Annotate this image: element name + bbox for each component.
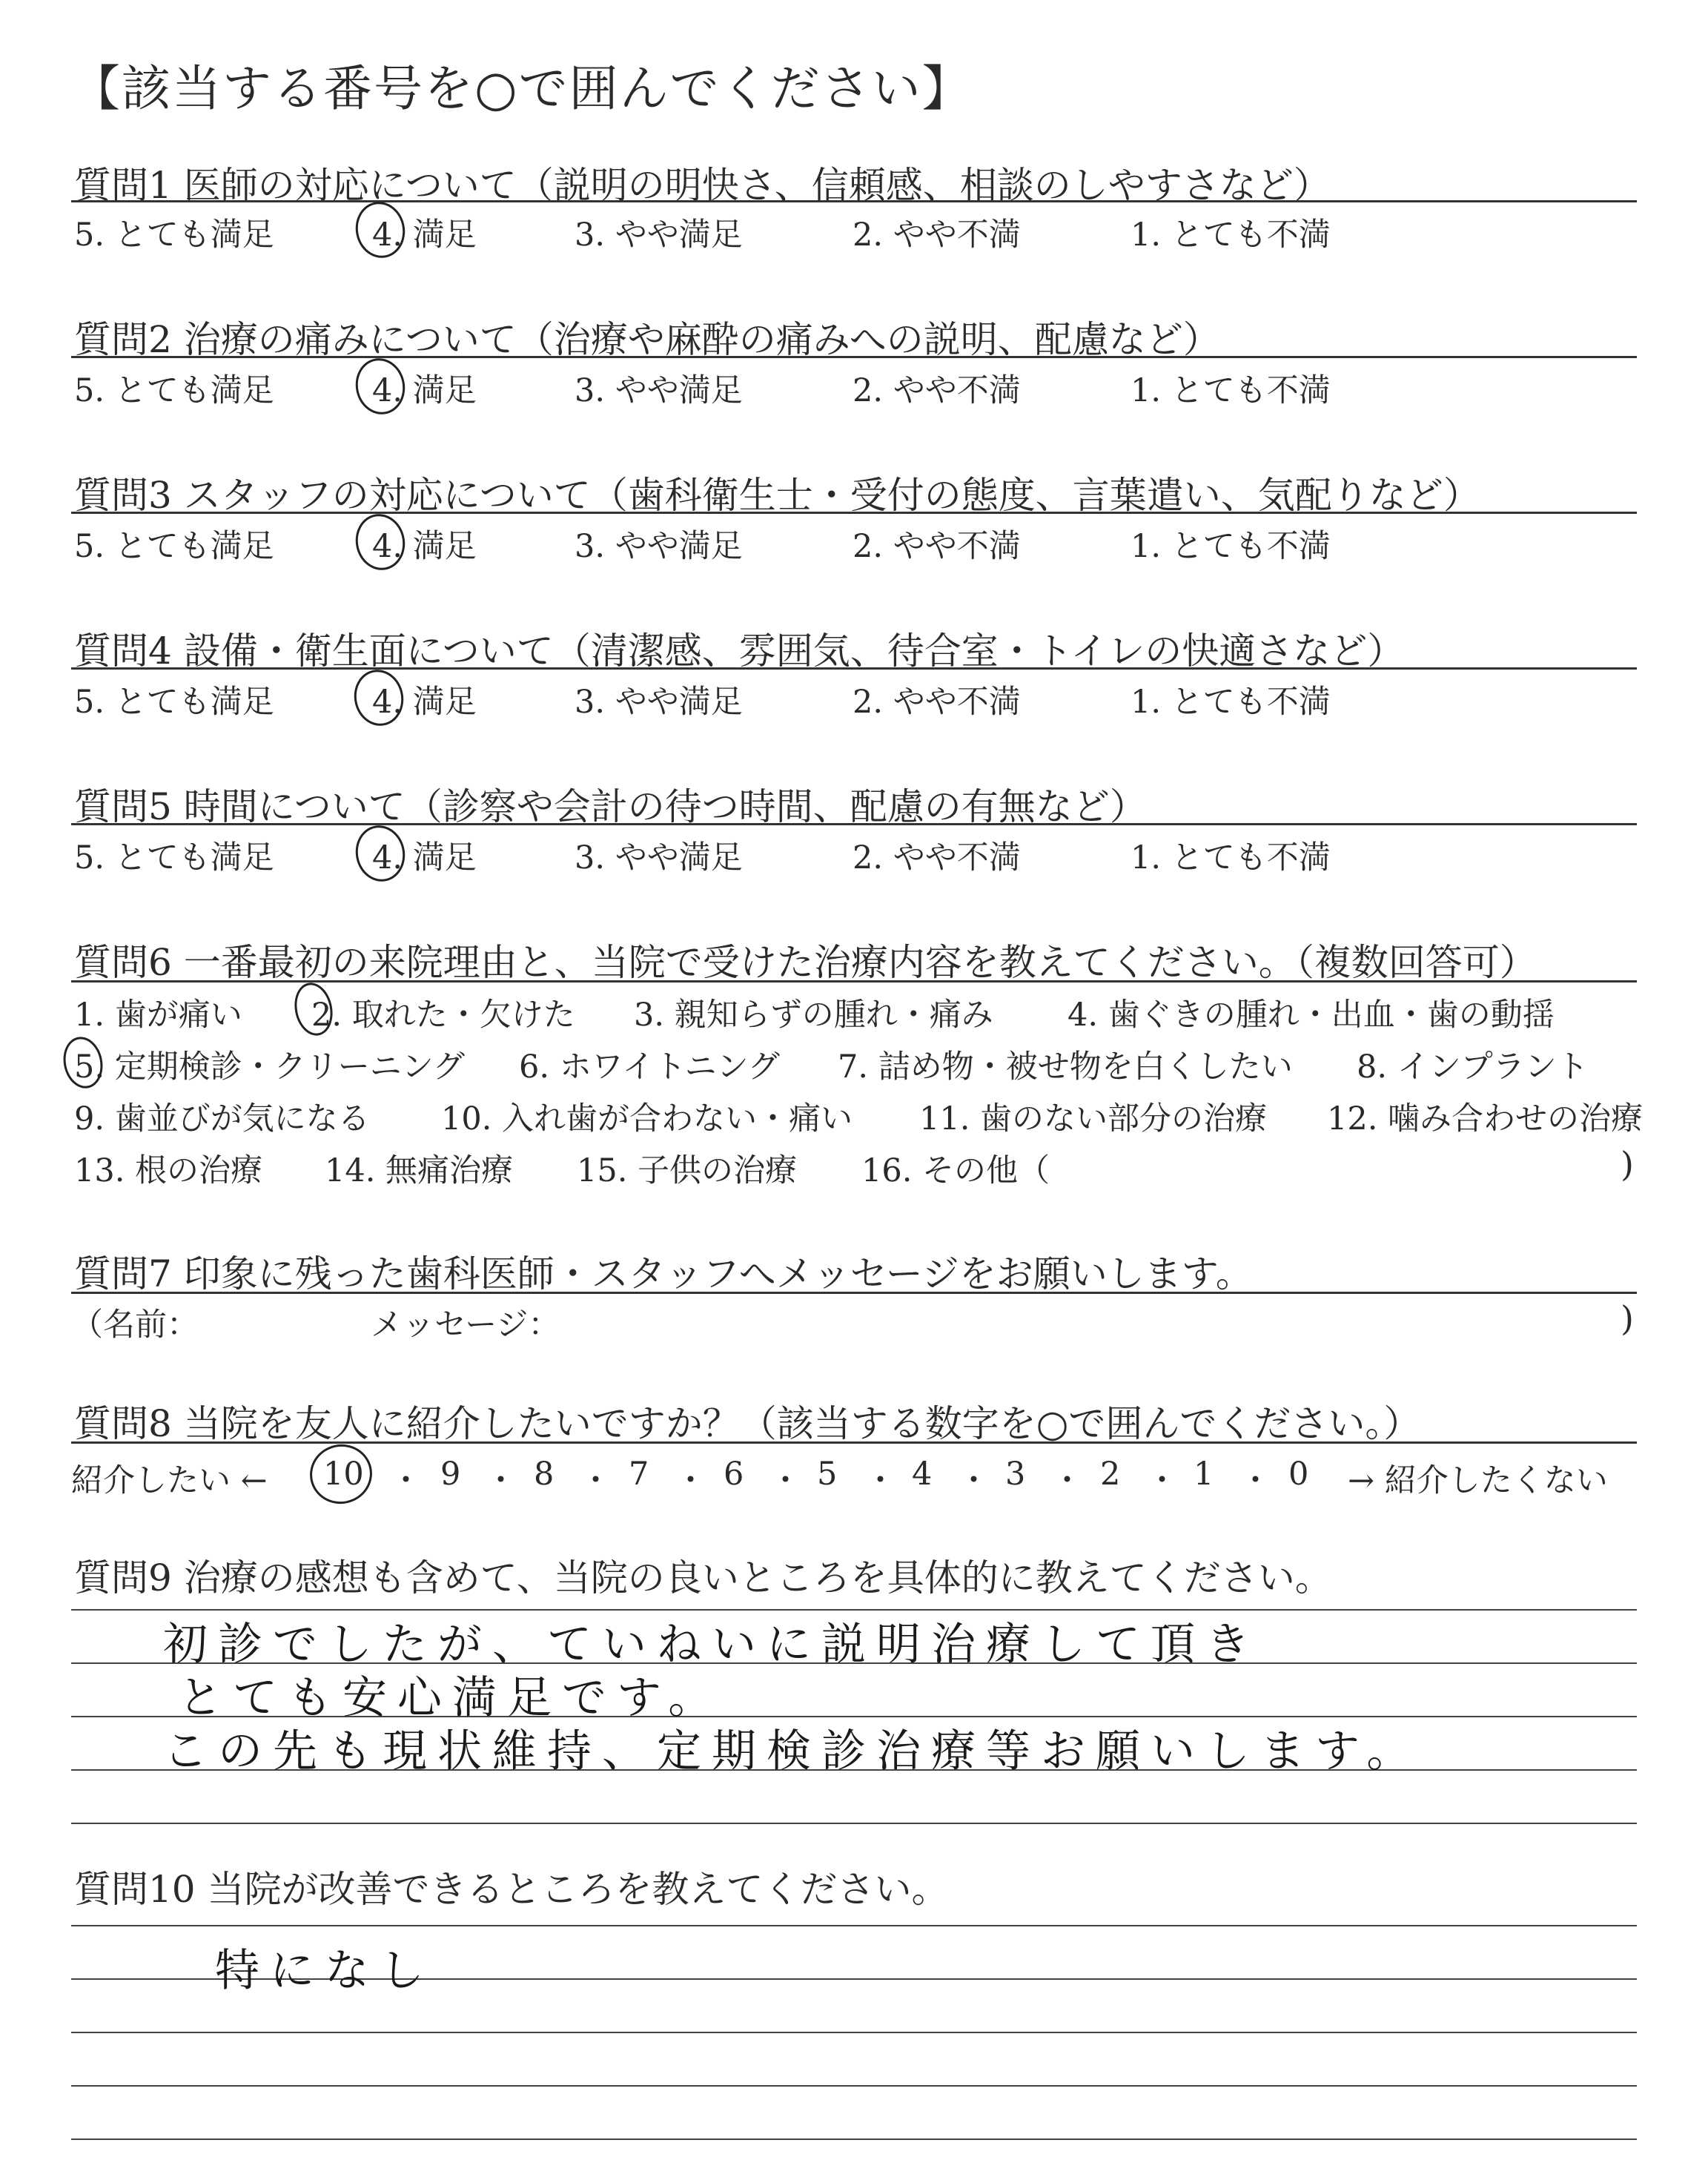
answer-circle	[305, 1439, 378, 1510]
writing-line	[71, 2032, 1637, 2033]
scale-value[interactable]: 9	[440, 1456, 461, 1493]
reason-option[interactable]: 15. 子供の治療	[577, 1152, 798, 1189]
option-selected[interactable]: 4. 満足	[372, 684, 477, 721]
close-paren: )	[1621, 1298, 1634, 1338]
reason-option[interactable]: 1. 歯が痛い	[74, 997, 242, 1034]
message-label: メッセージ：	[371, 1307, 560, 1344]
reason-option[interactable]: 4. 歯ぐきの腫れ・出血・歯の動揺	[1068, 997, 1555, 1034]
option[interactable]: 1. とても不満	[1131, 839, 1331, 876]
question-heading: 質問6 一番最初の来院理由と、当院で受けた治療内容を教えてください。（複数回答可）	[74, 941, 1537, 984]
option[interactable]: 3. やや満足	[575, 372, 743, 409]
scale-separator: ・	[1051, 1462, 1083, 1499]
option[interactable]: 5. とても満足	[74, 839, 274, 876]
scale-value[interactable]: 5	[817, 1456, 838, 1493]
name-label: （名前：	[71, 1307, 199, 1344]
scale-left-label: 紹介したい ←	[71, 1462, 268, 1499]
reason-option[interactable]: 7. 詰め物・被せ物を白くしたい	[838, 1048, 1293, 1086]
option[interactable]: 2. やや不満	[853, 528, 1021, 565]
question-heading: 質問2 治療の痛みについて（治療や麻酔の痛みへの説明、配慮など）	[74, 318, 1220, 361]
question-heading: 質問7 印象に残った歯科医師・スタッフへメッセージをお願いします。	[74, 1252, 1253, 1295]
handwritten-answer: 初診でしたが、ていねいに説明治療して頂き	[163, 1619, 1260, 1671]
scale-right-label: → 紹介したくない	[1348, 1462, 1608, 1499]
option[interactable]: 5. とても満足	[74, 372, 274, 409]
scale-value[interactable]: 0	[1288, 1456, 1309, 1493]
option-selected[interactable]: 4. 満足	[372, 217, 477, 254]
scale-separator: ・	[1239, 1462, 1271, 1499]
handwritten-answer: とても安心満足です。	[178, 1672, 724, 1724]
writing-line	[71, 1925, 1637, 1926]
scale-separator: ・	[580, 1462, 612, 1499]
scale-separator: ・	[958, 1462, 990, 1499]
scale-value[interactable]: 2	[1100, 1456, 1121, 1493]
scale-value[interactable]: 3	[1005, 1456, 1026, 1493]
scale-value[interactable]: 6	[724, 1456, 744, 1493]
reason-option[interactable]: 13. 根の治療	[74, 1152, 263, 1189]
reason-option[interactable]: 3. 親知らずの腫れ・痛み	[634, 997, 993, 1034]
option[interactable]: 2. やや不満	[853, 839, 1021, 876]
option[interactable]: 2. やや不満	[853, 372, 1021, 409]
option[interactable]: 3. やや満足	[575, 839, 743, 876]
option[interactable]: 3. やや満足	[575, 528, 743, 565]
reason-option[interactable]: 10. 入れ歯が合わない・痛い	[441, 1100, 853, 1137]
option-selected[interactable]: 4. 満足	[372, 839, 477, 876]
handwritten-answer: この先も現状維持、定期検診治療等お願いします。	[163, 1725, 1422, 1777]
writing-line	[71, 2085, 1637, 2087]
divider	[71, 980, 1637, 982]
option[interactable]: 5. とても満足	[74, 217, 274, 254]
divider	[71, 1441, 1637, 1444]
reason-option[interactable]: 9. 歯並びが気になる	[74, 1100, 370, 1137]
divider	[71, 356, 1637, 358]
handwritten-answer: 特になし	[215, 1945, 434, 1997]
reason-option[interactable]: 11. 歯のない部分の治療	[919, 1100, 1268, 1137]
scale-value[interactable]: 8	[534, 1456, 555, 1493]
divider	[71, 667, 1637, 670]
option-selected[interactable]: 4. 満足	[372, 528, 477, 565]
writing-line	[71, 2138, 1637, 2140]
reason-option[interactable]: 6. ホワイトニング	[519, 1048, 780, 1086]
option[interactable]: 5. とても満足	[74, 528, 274, 565]
reason-option[interactable]: 14. 無痛治療	[325, 1152, 514, 1189]
scale-separator: ・	[864, 1462, 896, 1499]
option[interactable]: 2. やや不満	[853, 217, 1021, 254]
divider	[71, 823, 1637, 825]
option[interactable]: 1. とても不満	[1131, 528, 1331, 565]
survey-title: 【該当する番号を○で囲んでください】	[71, 60, 973, 117]
option[interactable]: 3. やや満足	[575, 684, 743, 721]
scale-separator: ・	[769, 1462, 801, 1499]
scale-separator: ・	[485, 1462, 517, 1499]
option[interactable]: 3. やや満足	[575, 217, 743, 254]
reason-option[interactable]: 12. 噛み合わせの治療	[1327, 1100, 1644, 1137]
option[interactable]: 1. とても不満	[1131, 684, 1331, 721]
scale-separator: ・	[390, 1462, 422, 1499]
option[interactable]: 5. とても満足	[74, 684, 274, 721]
question-heading: 質問4 設備・衛生面について（清潔感、雰囲気、待合室・トイレの快適さなど）	[74, 630, 1405, 673]
question-heading: 質問8 当院を友人に紹介したいですか？（該当する数字を○で囲んでください。）	[74, 1402, 1421, 1445]
option[interactable]: 1. とても不満	[1131, 217, 1331, 254]
divider	[71, 1292, 1637, 1294]
scale-value[interactable]: 1	[1194, 1456, 1214, 1493]
close-paren: )	[1621, 1144, 1634, 1184]
reason-option-selected[interactable]: 2. 取れた・欠けた	[311, 997, 575, 1034]
scale-value-selected[interactable]: 10	[323, 1456, 364, 1493]
option-selected[interactable]: 4. 満足	[372, 372, 477, 409]
writing-line	[71, 1823, 1637, 1824]
reason-option-selected[interactable]: 5. 定期検診・クリーニング	[74, 1048, 465, 1086]
question-heading: 質問9 治療の感想も含めて、当院の良いところを具体的に教えてください。	[74, 1556, 1332, 1599]
scale-value[interactable]: 7	[629, 1456, 649, 1493]
divider	[71, 512, 1637, 514]
reason-option[interactable]: 8. インプラント	[1357, 1048, 1589, 1086]
question-heading: 質問10 当院が改善できるところを教えてください。	[74, 1868, 949, 1911]
question-heading: 質問5 時間について（診察や会計の待つ時間、配慮の有無など）	[74, 785, 1147, 828]
message-field[interactable]	[563, 1298, 1601, 1339]
question-heading: 質問3 スタッフの対応について（歯科衛生士・受付の態度、言葉遣い、気配りなど）	[74, 474, 1480, 517]
reason-option-other[interactable]: 16. その他（	[861, 1152, 1050, 1189]
option[interactable]: 1. とても不満	[1131, 372, 1331, 409]
option[interactable]: 2. やや不満	[853, 684, 1021, 721]
scale-separator: ・	[675, 1462, 706, 1499]
scale-value[interactable]: 4	[912, 1456, 933, 1493]
scale-separator: ・	[1146, 1462, 1178, 1499]
question-heading: 質問1 医師の対応について（説明の明快さ、信頼感、相談のしやすさなど）	[74, 164, 1331, 207]
divider	[71, 200, 1637, 202]
